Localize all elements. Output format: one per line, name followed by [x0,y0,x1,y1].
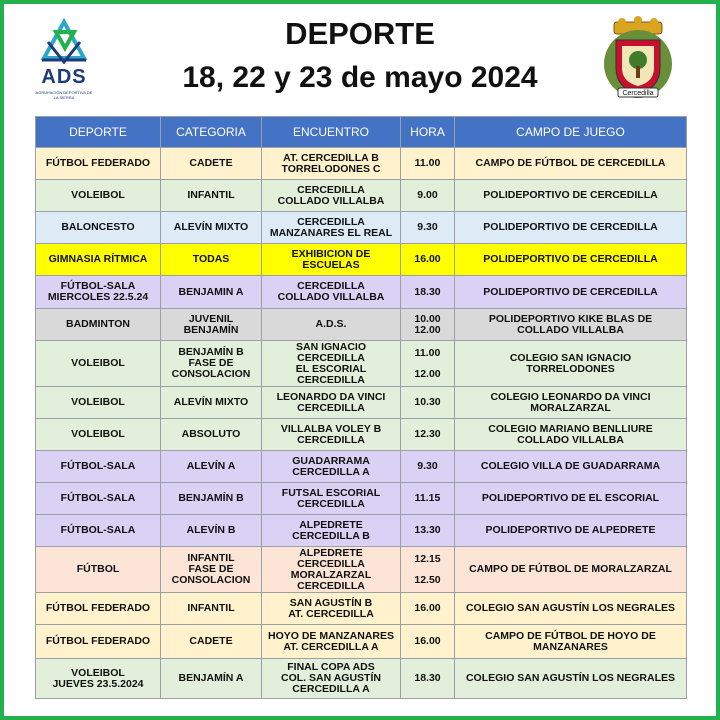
table-row [36,515,687,547]
cell-campo: POLIDEPORTIVO DE EL ESCORIAL [455,483,687,515]
cell-hora [401,341,455,387]
cell-hora [401,276,455,309]
cell-encuentro: VILLALBA VOLEY B CERCEDILLA [262,419,401,451]
cell-hora [401,547,455,593]
hora-value: 11.00 [414,346,441,359]
cell-encuentro: SAN AGUSTÍN B AT. CERCEDILLA [262,593,401,625]
cell-encuentro: LEONARDO DA VINCI CERCEDILLA [262,387,401,419]
cell-deporte: FÚTBOL FEDERADO [36,593,161,625]
cell-categoria: ALEVÍN A [161,451,262,483]
cell-categoria: BENJAMÍN A [161,659,262,699]
cell-encuentro: AT. CERCEDILLA B TORRELODONES C [262,148,401,180]
cell-categoria: INFANTIL [161,593,262,625]
cell-categoria: BENJAMÍN B [161,483,262,515]
cercedilla-crest-icon [600,16,676,102]
cell-deporte: VOLEIBOL [36,387,161,419]
cell-hora [401,419,455,451]
cell-campo: COLEGIO MARIANO BENLLIURE COLLADO VILLALBA [455,419,687,451]
table-row [36,419,687,451]
table-row [36,625,687,659]
cell-deporte: FÚTBOL FEDERADO [36,148,161,180]
hora-value: 10.00 [414,312,441,325]
table-row [36,659,687,699]
header-categoria: CATEGORIA [161,117,262,148]
cell-campo: POLIDEPORTIVO KIKE BLAS DE COLLADO VILLALBA [455,309,687,341]
cell-campo: CAMPO DE FÚTBOL DE MORALZARZAL [455,547,687,593]
cell-deporte: VOLEIBOL [36,341,161,387]
cell-encuentro: GUADARRAMA CERCEDILLA A [262,451,401,483]
cell-hora [401,180,455,212]
cell-encuentro: EXHIBICION DE ESCUELAS [262,244,401,276]
hora-value: 13.30 [414,524,441,536]
cell-hora [401,625,455,659]
cell-campo: CAMPO DE FÚTBOL DE CERCEDILLA [455,148,687,180]
cell-campo: COLEGIO SAN AGUSTÍN LOS NEGRALES [455,659,687,699]
cell-hora [401,244,455,276]
table-row [36,180,687,212]
cell-categoria: ALEVÍN MIXTO [161,387,262,419]
cell-hora [401,659,455,699]
cell-encuentro: ALPEDRETE CERCEDILLA MORALZARZAL CERCEDILLA [262,547,401,593]
cell-encuentro: A.D.S. [262,309,401,341]
ads-logo-subtext: AGRUPACIÓN DEPORTIVA DE LA SIERRA [35,90,93,100]
cell-deporte: FÚTBOL-SALA [36,451,161,483]
table-row [36,309,687,341]
hora-value: 18.30 [414,285,441,298]
cell-categoria: BENJAMIN A [161,276,262,309]
cell-categoria: ALEVÍN B [161,515,262,547]
hora-value: 16.00 [414,253,441,265]
table-row [36,276,687,309]
cell-deporte: VOLEIBOL JUEVES 23.5.2024 [36,659,161,699]
cell-deporte: FÚTBOL FEDERADO [36,625,161,659]
cell-campo: POLIDEPORTIVO DE CERCEDILLA [455,212,687,244]
ads-logo [34,18,94,102]
cell-categoria: ABSOLUTO [161,419,262,451]
cell-campo: POLIDEPORTIVO DE ALPEDRETE [455,515,687,547]
table-row [36,148,687,180]
cell-deporte: BALONCESTO [36,212,161,244]
hora-value: 12.15 [414,552,441,565]
cell-encuentro: HOYO DE MANZANARES AT. CERCEDILLA A [262,625,401,659]
cell-encuentro: CERCEDILLA MANZANARES EL REAL [262,212,401,244]
cell-deporte: BADMINTON [36,309,161,341]
cell-deporte: VOLEIBOL [36,419,161,451]
header-deporte: DEPORTE [36,117,161,148]
hora-value: 12.00 [414,323,441,336]
table-header-row [36,117,687,148]
cell-hora [401,148,455,180]
cell-encuentro: ALPEDRETE CERCEDILLA B [262,515,401,547]
hora-value: 9.00 [417,189,438,201]
hora-value: 18.30 [414,672,441,684]
page-title: DEPORTE [285,16,435,51]
table-row [36,212,687,244]
cell-categoria: CADETE [161,148,262,180]
crest-text: Cercedilla [622,90,654,97]
cell-encuentro: CERCEDILLA COLLADO VILLALBA [262,276,401,309]
table-row [36,547,687,593]
cell-campo: COLEGIO VILLA DE GUADARRAMA [455,451,687,483]
cell-hora [401,212,455,244]
hora-value: 12.50 [414,573,441,586]
cell-hora [401,515,455,547]
page-subtitle: 18, 22 y 23 de mayo 2024 [182,61,538,94]
cell-encuentro: FUTSAL ESCORIAL CERCEDILLA [262,483,401,515]
cell-campo: POLIDEPORTIVO DE CERCEDILLA [455,180,687,212]
table-row [36,451,687,483]
cell-campo: COLEGIO SAN AGUSTÍN LOS NEGRALES [455,593,687,625]
hora-value: 9.30 [417,460,438,472]
header-encuentro: ENCUENTRO [262,117,401,148]
cell-deporte: FÚTBOL-SALA [36,483,161,515]
schedule-table [35,116,687,699]
table-row [36,483,687,515]
cell-categoria: TODAS [161,244,262,276]
table-row [36,387,687,419]
ads-logo-text: ADS [41,66,87,88]
cell-deporte: FÚTBOL-SALA [36,515,161,547]
hora-value: 11.00 [414,157,441,169]
ads-logo-icon [34,18,94,66]
cell-deporte: VOLEIBOL [36,180,161,212]
cell-encuentro: SAN IGNACIO CERCEDILLA EL ESCORIAL CERCEDILLA [262,341,401,387]
cell-categoria: INFANTIL [161,180,262,212]
cell-categoria: JUVENIL BENJAMÍN [161,309,262,341]
cell-deporte: FÚTBOL [36,547,161,593]
table-row [36,341,687,387]
hora-value: 16.00 [414,635,441,647]
table-row [36,593,687,625]
cell-campo: POLIDEPORTIVO DE CERCEDILLA [455,244,687,276]
cell-hora [401,451,455,483]
cell-deporte: GIMNASIA RÍTMICA [36,244,161,276]
table-row [36,244,687,276]
cell-hora [401,593,455,625]
cell-campo: POLIDEPORTIVO DE CERCEDILLA [455,276,687,309]
header-hora: HORA [401,117,455,148]
cell-categoria: BENJAMÍN B FASE DE CONSOLACION [161,341,262,387]
cell-deporte: FÚTBOL-SALA MIERCOLES 22.5.24 [36,276,161,309]
cell-encuentro: FINAL COPA ADS COL. SAN AGUSTÍN CERCEDILLA A [262,659,401,699]
cell-categoria: ALEVÍN MIXTO [161,212,262,244]
header-campo: CAMPO DE JUEGO [455,117,687,148]
hora-value: 9.30 [417,221,438,233]
cell-encuentro: CERCEDILLA COLLADO VILLALBA [262,180,401,212]
cell-hora [401,483,455,515]
hora-value: 16.00 [414,602,441,614]
cell-hora [401,309,455,341]
cell-campo: COLEGIO LEONARDO DA VINCI MORALZARZAL [455,387,687,419]
cell-campo: COLEGIO SAN IGNACIO TORRELODONES [455,341,687,387]
hora-value: 10.30 [414,396,441,408]
cell-categoria: CADETE [161,625,262,659]
cell-categoria: INFANTIL FASE DE CONSOLACION [161,547,262,593]
cell-campo: CAMPO DE FÚTBOL DE HOYO DE MANZANARES [455,625,687,659]
hora-value: 11.15 [414,492,441,504]
cell-hora [401,387,455,419]
hora-value: 12.30 [414,428,441,440]
hora-value: 12.00 [414,367,441,380]
